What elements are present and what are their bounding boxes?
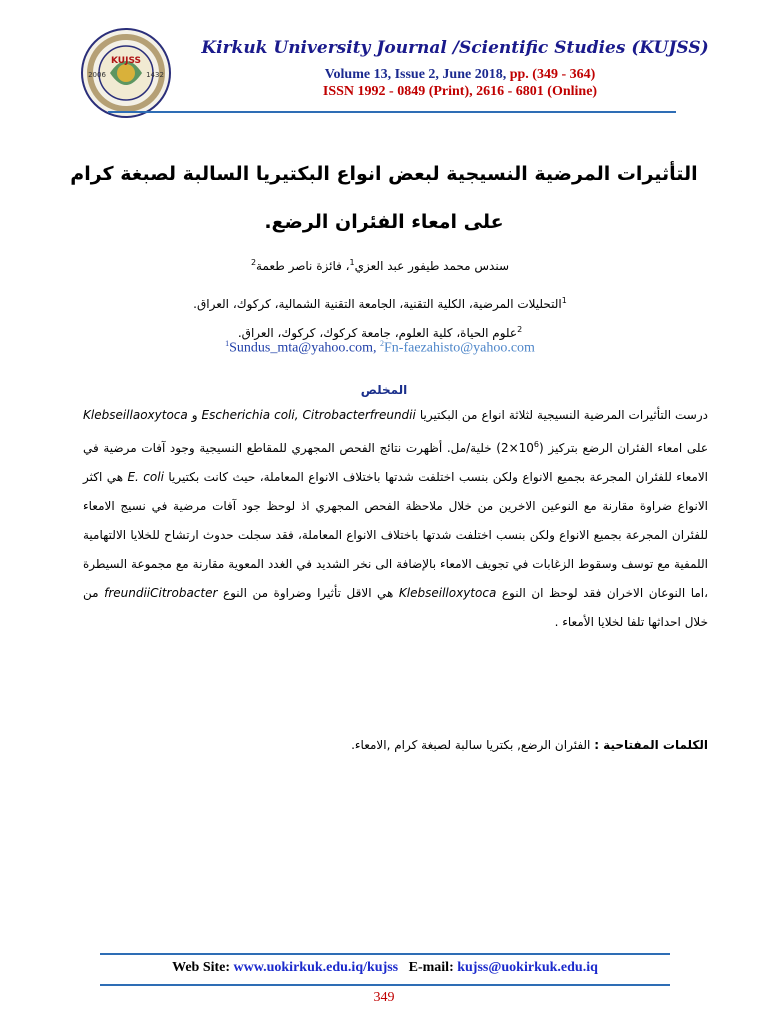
email-1[interactable]: Sundus_mta@yahoo.com	[229, 340, 374, 356]
concentration-exponent: 6	[533, 440, 540, 449]
concentration-base: 2×10	[500, 441, 534, 455]
abstract-text: على امعاء الفئران الرضع بتركيز (	[539, 441, 708, 455]
affiliation-1	[100, 288, 660, 317]
header-divider	[108, 111, 676, 113]
volume-info	[175, 67, 745, 83]
email-label: E-mail:	[408, 960, 458, 975]
volume-text: Volume 13, Issue 2, June 2018,	[324, 67, 510, 82]
footer	[100, 960, 670, 976]
species-name: Escherichia coli, Citrobacterfreundii	[201, 408, 416, 422]
author-2-sup: 2	[250, 258, 257, 267]
keywords-text: الفئران الرضع, بكتريا سالبة لصبغة كرام ,الامعاء.	[351, 738, 595, 752]
page-range: pp. (349 - 364)	[509, 67, 596, 82]
abstract-text: هي اكثر الانواع ضراوة مقارنة مع النوعين الاخرين من خلال ملاحظة الفحص المجهري اذ لوحظ جود آفات مرضية في نسيج الامعاء للفئران المجرعة بجميع الانواع ولكن بنسب اختلفت شدتها باختلاف الانواع المعاملة، فقد سجلت حدوث ارتشاح للخلايا الالتهامية اللمفية مع توسف وسقوط الزغابات في تجويف الامعاء بالإضافة الى نخر الشديد في الغدد المعوية مقارنة مع مجموعة السيطرة ،اما النوعان الاخران فقد لوحظ ان النوع	[83, 470, 708, 600]
journal-logo	[80, 27, 172, 119]
species-name: E. coli	[127, 470, 164, 484]
logo-year-right: 1432	[146, 71, 164, 79]
website-link[interactable]: www.uokirkuk.edu.iq/kujss	[233, 960, 399, 975]
abstract-text: من خلال احداثها تلفا لخلايا الأمعاء .	[83, 586, 708, 629]
author-separator: ،	[341, 259, 350, 273]
species-name: freundiiCitrobacter	[104, 586, 218, 600]
email-2-sup: 2	[380, 339, 385, 348]
author-1-sup: 1	[349, 258, 355, 267]
abstract-text: و	[187, 408, 202, 422]
logo-year-left: 2006	[88, 71, 106, 79]
abstract-heading: المخلص	[360, 383, 408, 397]
author-2: فائزة ناصر طعمة	[256, 259, 342, 273]
logo-text: KUJSS	[110, 56, 142, 66]
footer-divider-top	[100, 953, 670, 955]
journal-title: Kirkuk University Journal /Scientific Studies (KUJSS)	[201, 38, 709, 58]
article-title: التأثيرات المرضية النسيجية لبعض انواع البكتيريا السالبة لصبغة كرام على امعاء الفئران الرضع.	[70, 163, 698, 233]
affiliation-1-text: التحليلات المرضية، الكلية التقنية، الجامعة التقنية الشمالية، كركوك، العراق.	[193, 297, 562, 311]
abstract-body	[83, 401, 708, 637]
affiliation-1-sup: 1	[561, 296, 567, 305]
affiliations	[100, 288, 660, 346]
affiliation-2-sup: 2	[517, 325, 523, 334]
email-2[interactable]: Fn-faezahisto@yahoo.com	[384, 340, 535, 356]
issn: ISSN 1992 - 0849 (Print), 2616 - 6801 (Online)	[322, 84, 598, 99]
email-1-sup: 1	[225, 339, 230, 348]
abstract-text: هي الاقل تأثيرا وضراوة من النوع	[217, 586, 399, 600]
authors-line	[150, 258, 610, 273]
abstract-text: درست التأثيرات المرضية النسيجية لثلاثة انواع من البكتيريا	[415, 408, 708, 422]
concentration	[501, 441, 539, 455]
species-name: Klebseilloxytoca	[398, 586, 497, 600]
affiliation-2-text: علوم الحياة، كلية العلوم، جامعة كركوك، كركوك، العراق.	[237, 326, 518, 340]
species-name: Klebseillaoxytoca	[83, 408, 188, 422]
abstract-text: ) خلية/مل. أظهرت نتائج الفحص المجهري للمقاطع النسيجية وجود آفات مرضية في الامعاء للفئران المجرعة بجميع الانواع ولكن بنسب اختلفت شدتها باختلاف الانواع المعاملة، حيث كانت بكتيريا	[83, 441, 708, 484]
author-1: سندس محمد طيفور عبد العزي	[354, 259, 510, 273]
keywords-label: الكلمات المفتاحية :	[594, 738, 708, 752]
email-separator: ,	[373, 340, 381, 356]
footer-divider-bottom	[100, 984, 670, 986]
website-label: Web Site:	[172, 960, 234, 975]
author-emails	[150, 339, 610, 357]
page-number: 349	[373, 990, 395, 1005]
keywords	[83, 738, 708, 752]
email-link[interactable]: kujss@uokirkuk.edu.iq	[457, 960, 598, 975]
